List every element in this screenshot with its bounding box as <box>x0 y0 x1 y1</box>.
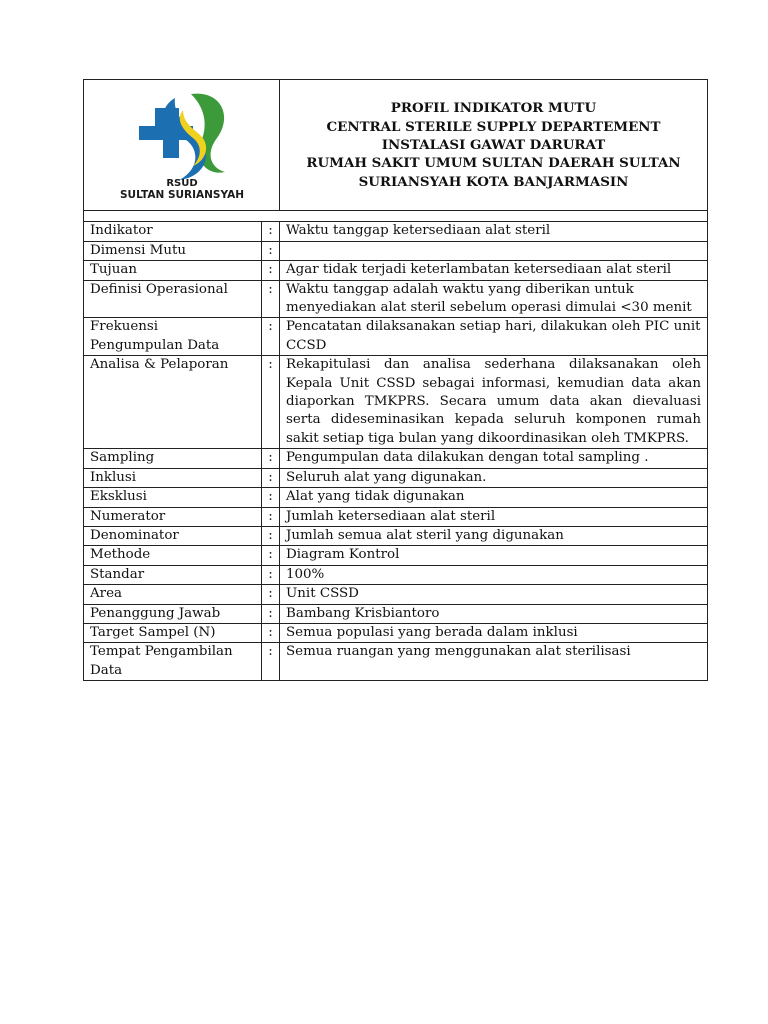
table-row <box>84 643 708 681</box>
row-value: 100% <box>280 565 708 584</box>
table-row <box>84 604 708 623</box>
row-separator: : <box>262 280 280 318</box>
row-label: Numerator <box>84 507 262 526</box>
table-row <box>84 468 708 487</box>
table-row <box>84 261 708 280</box>
title-line: RUMAH SAKIT UMUM SULTAN DAERAH SULTAN <box>306 155 681 172</box>
row-value: Bambang Krisbiantoro <box>280 604 708 623</box>
row-separator: : <box>262 565 280 584</box>
logo-text-line1: RSUD <box>165 178 198 189</box>
row-label: Tujuan <box>84 261 262 280</box>
row-separator: : <box>262 488 280 507</box>
row-separator: : <box>262 241 280 260</box>
row-value: Semua ruangan yang menggunakan alat sterilisasi <box>280 643 708 681</box>
row-label: Denominator <box>84 526 262 545</box>
logo-cell <box>84 80 280 211</box>
row-value: Alat yang tidak digunakan <box>280 488 708 507</box>
row-label: Dimensi Mutu <box>84 241 262 260</box>
logo-text-line2: SULTAN SURIANSYAH <box>119 189 244 201</box>
row-label: Inklusi <box>84 468 262 487</box>
row-value <box>280 241 708 260</box>
row-separator: : <box>262 356 280 449</box>
rsud-logo-icon <box>93 80 271 204</box>
row-separator: : <box>262 468 280 487</box>
title-line: PROFIL INDIKATOR MUTU <box>390 100 597 117</box>
table-row <box>84 318 708 356</box>
row-label: Analisa & Pelaporan <box>84 356 262 449</box>
row-label: Area <box>84 585 262 604</box>
row-label: Definisi Operasional <box>84 280 262 318</box>
table-row <box>84 565 708 584</box>
title-line: INSTALASI GAWAT DARURAT <box>381 137 606 153</box>
row-value: Jumlah semua alat steril yang digunakan <box>280 526 708 545</box>
table-row <box>84 356 708 449</box>
table-row <box>84 526 708 545</box>
title-line: CENTRAL STERILE SUPPLY DEPARTEMENT <box>326 118 661 135</box>
row-separator: : <box>262 261 280 280</box>
title-line: SURIANSYAH KOTA BANJARMASIN <box>358 173 629 190</box>
table-row <box>84 585 708 604</box>
row-label: Eksklusi <box>84 488 262 507</box>
row-separator: : <box>262 507 280 526</box>
row-value: Waktu tanggap adalah waktu yang diberikan untuk menyediakan alat steril sebelum operasi dimulai <30 menit <box>280 280 708 318</box>
row-value: Seluruh alat yang digunakan. <box>280 468 708 487</box>
table-row <box>84 449 708 468</box>
row-value: Agar tidak terjadi keterlambatan ketersediaan alat steril <box>280 261 708 280</box>
spacer-cell <box>84 211 708 222</box>
row-label: Sampling <box>84 449 262 468</box>
document-title <box>280 80 708 211</box>
row-separator: : <box>262 623 280 642</box>
row-value: Pencatatan dilaksanakan setiap hari, dilakukan oleh PIC unit CCSD <box>280 318 708 356</box>
row-label: Tempat Pengambilan Data <box>84 643 262 681</box>
row-separator: : <box>262 526 280 545</box>
row-label: Methode <box>84 546 262 565</box>
row-value: Jumlah ketersediaan alat steril <box>280 507 708 526</box>
row-label: Indikator <box>84 222 262 241</box>
header-row <box>84 80 708 211</box>
row-value: Unit CSSD <box>280 585 708 604</box>
table-row <box>84 623 708 642</box>
row-label: Standar <box>84 565 262 584</box>
row-separator: : <box>262 318 280 356</box>
indicator-profile-table <box>83 79 708 681</box>
table-row <box>84 280 708 318</box>
spacer-row <box>84 211 708 222</box>
row-value: Semua populasi yang berada dalam inklusi <box>280 623 708 642</box>
row-separator: : <box>262 643 280 681</box>
row-value: Diagram Kontrol <box>280 546 708 565</box>
row-value: Waktu tanggap ketersediaan alat steril <box>280 222 708 241</box>
table-row <box>84 488 708 507</box>
table-row <box>84 241 708 260</box>
table-row <box>84 546 708 565</box>
row-separator: : <box>262 585 280 604</box>
row-value: Rekapitulasi dan analisa sederhana dilaksanakan oleh Kepala Unit CSSD sebagai informasi, kemudian data akan diaporkan TMKPRS. Secara umum data akan dievaluasi serta dideseminasikan kepada seluruh komponen rumah sakit setiap tiga bulan yang dikoordinasikan oleh TMKPRS. <box>280 356 708 449</box>
row-separator: : <box>262 604 280 623</box>
table-row <box>84 507 708 526</box>
table-row <box>84 222 708 241</box>
row-separator: : <box>262 449 280 468</box>
row-separator: : <box>262 546 280 565</box>
row-label: Penanggung Jawab <box>84 604 262 623</box>
row-label: Frekuensi Pengumpulan Data <box>84 318 262 356</box>
row-value: Pengumpulan data dilakukan dengan total sampling . <box>280 449 708 468</box>
row-label: Target Sampel (N) <box>84 623 262 642</box>
row-separator: : <box>262 222 280 241</box>
